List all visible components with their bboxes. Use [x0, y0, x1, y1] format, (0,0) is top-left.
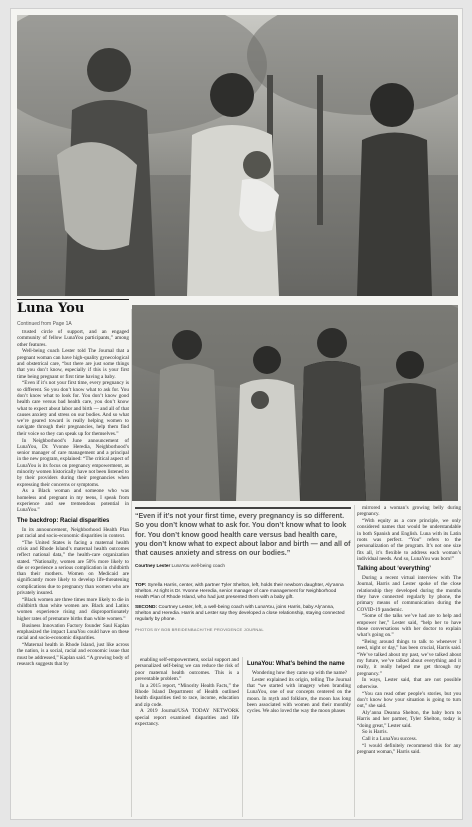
paragraph: In ways, Lester said, that are not possible otherwise.: [357, 677, 461, 690]
subheading: LunaYou: What’s behind the name: [247, 661, 345, 667]
paragraph: mirrored a woman’s growing belly during pregnancy.: [357, 505, 461, 518]
paragraph: Call it a LunaYou success.: [362, 736, 417, 743]
pull-quote-name: Courtney Lester: [135, 563, 171, 569]
paragraph: Well-being coach Lester told The Journal that a pregnant woman can have high-quality gynecological and obstetrical care, “but there are just some things that you don’t know, especially if this is your first time being pregnant or first time having a baby.: [17, 348, 129, 380]
paragraph: “Some of the talks we’ve had are to help and empower her,” Lester said, “help her to have those conversations with her doctor to explain what’s going on.”: [357, 613, 461, 639]
paragraph: Wondering how they came up with the name?: [252, 670, 348, 676]
article-column-3: [247, 657, 351, 817]
paragraph: In Neighborhood’s June announcement of LunaYou, Dr. Yvonne Heredia, Neighborhood’s senior manager of care management and a principal in the new program, explained: “The critical aspect of LunaYou is its focus on pregnancy empowerment, as minority women historically have not been listened to by their providers during their pregnancies when expressing their concerns or symptoms.: [17, 437, 129, 488]
top-photo: [17, 15, 458, 296]
subheading: Talking about ‘everything’: [357, 566, 431, 573]
column-divider: [354, 505, 355, 817]
caption-second: [135, 605, 351, 623]
paragraph: enabling self-empowerment, social support and personalized self-being we can reduce the risk of poor maternal health outcomes. This is a preventable problem.”: [135, 657, 239, 682]
caption-top: [135, 583, 351, 601]
paragraph: Lester explained its origin, telling The Journal that “we started with imagery when branding LunaYou, one of our concepts centered on the moon. In myth and folklore, the moon has long been associated with women and their monthly cycles. We also loved the way the moon phases: [247, 676, 351, 715]
newspaper-page: [10, 8, 463, 820]
caption-top-label: TOP:: [135, 583, 147, 588]
paragraph: In a 2015 report, “Minority Health Facts,” the Rhode Island Department of Health outlined health disparities tied to race, income, education and zip code.: [135, 682, 239, 708]
continued-from-label: Continued from Page 1A: [17, 321, 72, 327]
caption-top-text: Syrella Harris, center, with partner Tyler Shelton, left, holds their newborn daughter, Aly’anna Shelton. At right is Dr. Yvonne Heredia, senior manager of care management for Neighborhood Health Plan of Rhode Island, who had just presented them with a baby gift.: [135, 583, 344, 600]
paragraph: trusted circle of support, and an engaged community of fellow LunaYou participants,” among other features.: [17, 329, 129, 348]
paragraph: “Even if it’s not your first time, every pregnancy is so different. So you don’t know what to ask for. You don’t know what to look for. You don’t know good health care versus bad health care, you don’t know what to expect about labor and birth — and all of that causes anxiety and stress on our bodies. And so what we’re geared toward is really helping women to navigate through their pregnancies, help them find their voice so they can speak up for themselves.”: [17, 380, 129, 437]
paragraph: “Black women are three times more likely to die in childbirth than white women are. Black and Latinx women experience rising and disproportionately higher rates of premature births than white women.”: [17, 596, 129, 622]
paragraph: “I would definitely recommend this for any pregnant woman,” Harris said.: [357, 742, 461, 756]
family-with-newborn-image: [17, 15, 458, 296]
article-column-4: [357, 505, 461, 817]
pull-quote-attribution: [135, 563, 351, 568]
paragraph: So is Harris.: [362, 729, 388, 736]
paragraph: “Being around things to talk to whenever I need, night or day,” has been crucial, Harris said. “We’ve talked about my past, we’ve talked about my future, we’ve talked about everything and it really, it really helped me get through my pregnancy.”: [357, 639, 461, 677]
subheading: The backdrop: Racial disparities: [17, 517, 110, 524]
photo-credit: PHOTOS BY BOB BREIDENBACH/THE PROVIDENCE JOURNAL: [135, 627, 264, 632]
paragraph: “With equity as a core principle, we only considered names that would be understandable in both Spanish and English. Luna with its Latin roots was perfect. “You” refers to the personalization of the program. It’s not one size fits all, it’s flexible to address each woman’s individual needs. And so, LunaYou was born!”: [357, 518, 461, 562]
second-photo: [132, 305, 458, 501]
article-column-2: [135, 657, 239, 817]
pull-quote-role: LunaYou well-being coach: [171, 563, 225, 569]
group-portrait-image: [132, 305, 458, 501]
article-column-1: [17, 329, 129, 817]
column-divider: [242, 657, 243, 817]
paragraph: Aly’anna Deanna Shelton, the baby born to Harris and her partner, Tyler Shelton, today is “doing great,” Lester said.: [357, 709, 461, 729]
paragraph: “The United States is facing a maternal health crisis and Rhode Island’s maternal health outcomes reflect national data,” the health-care organization stated. “Nationally, women are 50% more likely to die or experience a serious complication in childbirth than their mothers. Women on Medicaid are significantly more likely to develop life-threatening complications due to pregnancy than women who are privately insured.: [17, 539, 129, 597]
continued-headline: Luna You: [17, 301, 85, 316]
paragraph: “Maternal health in Rhode Island, just like across the nation, is a social, racial and economic issue that must be addressed,” Kaplan said. “A growing body of research suggests that by: [17, 641, 129, 667]
caption-second-text: Courtney Lester, left, a well-being coach with LunaYou, joins Harris, baby Aly’anna, Shelton and Heredia. Harris and Lester say they developed a close relationship, staying connected regularly by phone.: [135, 605, 345, 622]
headline-rule: [17, 299, 129, 300]
paragraph: As a Black woman and someone who was homeless and pregnant in my teens, I speak from experience and see tremendous potential in LunaYou.”: [17, 488, 129, 514]
paragraph: Business Innovation Factory founder Saul Kaplan emphasized the impact LunaYou could have on these racial and socio-economic disparities.: [17, 622, 129, 642]
paragraph: In its announcement, Neighborhood Health Plan put racial and socio-economic disparities in context.: [17, 526, 129, 539]
paragraph: During a recent virtual interview with The Journal, Harris and Lester spoke of the close relationship they developed during the months they have connected regularly by phone, the primary means of communication during the COVID-19 pandemic.: [357, 575, 461, 613]
paragraph: A 2019 Journal/USA TODAY NETWORK special report examined disparities and life expectancy.: [135, 708, 239, 727]
caption-second-label: SECOND:: [135, 605, 158, 610]
pull-quote-text: “Even if it’s not your first time, every pregnancy is so different. So you don’t know what to ask for. You don’t know what to look for. You don’t know good health care versus bad health care, you don’t know what to expect about labor and birth — and all of that causes anxiety and stress on our bodies.”: [135, 513, 351, 558]
column-divider: [131, 309, 132, 817]
paragraph: “You can read other people’s stories, but you don’t know how your situation is going to turn out,” she said.: [357, 690, 461, 710]
pull-quote: [135, 507, 351, 567]
photo-captions: [135, 583, 351, 653]
